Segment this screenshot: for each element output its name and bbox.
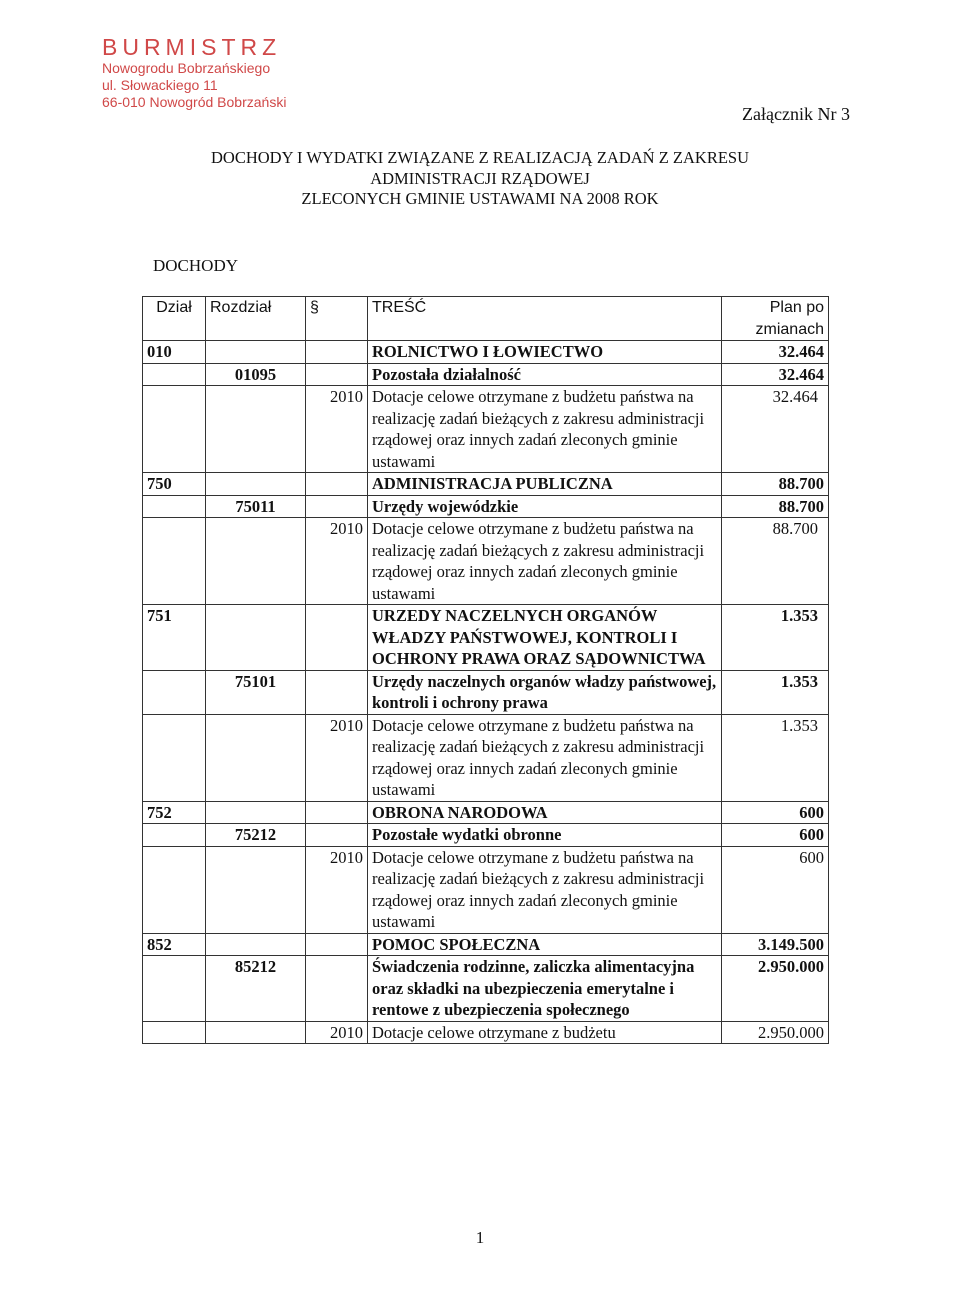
table-row (143, 824, 829, 847)
cell-plan: 2.950.000 (722, 956, 829, 1022)
table-row (143, 473, 829, 496)
cell-plan: 600 (722, 846, 829, 933)
cell-dzial (143, 363, 206, 386)
cell-tresc: Pozostała działalność (368, 363, 722, 386)
cell-paragraf (306, 605, 368, 671)
table-row (143, 956, 829, 1022)
cell-tresc: OBRONA NARODOWA (368, 801, 722, 824)
table-row (143, 933, 829, 956)
cell-rozdzial: 75101 (206, 670, 306, 714)
cell-paragraf (306, 363, 368, 386)
cell-dzial: 010 (143, 341, 206, 364)
cell-dzial (143, 386, 206, 473)
table-row (143, 386, 829, 473)
cell-rozdzial (206, 1021, 306, 1044)
table-row (143, 605, 829, 671)
cell-tresc: ROLNICTWO I ŁOWIECTWO (368, 341, 722, 364)
cell-paragraf (306, 495, 368, 518)
cell-dzial: 752 (143, 801, 206, 824)
stamp-line-1: Nowogrodu Bobrzańskiego (102, 60, 271, 76)
cell-dzial (143, 1021, 206, 1044)
title-line-2: ADMINISTRACJI RZĄDOWEJ (370, 168, 590, 188)
table-row (143, 363, 829, 386)
cell-tresc: URZEDY NACZELNYCH ORGANÓW WŁADZY PAŃSTWOWEJ, KONTROLI I OCHRONY PRAWA ORAZ SĄDOWNICTWA (368, 605, 722, 671)
mayor-stamp (102, 34, 286, 111)
header-tresc: TREŚĆ (368, 297, 722, 341)
budget-table (142, 296, 829, 1044)
table-header-row (143, 297, 829, 341)
cell-rozdzial (206, 341, 306, 364)
table-row (143, 846, 829, 933)
cell-paragraf (306, 473, 368, 496)
table-row (143, 495, 829, 518)
table-row (143, 518, 829, 605)
table-row (143, 1021, 829, 1044)
cell-rozdzial (206, 386, 306, 473)
table-row (143, 341, 829, 364)
cell-rozdzial (206, 473, 306, 496)
cell-plan: 32.464 (722, 341, 829, 364)
cell-dzial: 750 (143, 473, 206, 496)
cell-paragraf (306, 670, 368, 714)
cell-tresc: POMOC SPOŁECZNA (368, 933, 722, 956)
cell-plan: 1.353 (722, 714, 829, 801)
cell-paragraf: 2010 (306, 518, 368, 605)
header-plan: Plan po zmianach (722, 297, 829, 341)
page-number: 1 (475, 1228, 485, 1247)
cell-dzial (143, 495, 206, 518)
title-line-1: DOCHODY I WYDATKI ZWIĄZANE Z REALIZACJĄ ZADAŃ Z ZAKRESU (210, 148, 749, 167)
header-paragraf: § (306, 297, 368, 341)
cell-rozdzial (206, 933, 306, 956)
document-title (140, 148, 820, 210)
cell-paragraf (306, 824, 368, 847)
cell-paragraf: 2010 (306, 714, 368, 801)
stamp-title: BURMISTRZ (102, 34, 282, 60)
cell-plan: 600 (722, 824, 829, 847)
cell-plan: 32.464 (722, 386, 829, 473)
title-line-3: ZLECONYCH GMINIE USTAWAMI NA 2008 ROK (301, 189, 659, 208)
cell-dzial: 852 (143, 933, 206, 956)
cell-tresc: Urzędy naczelnych organów władzy państwowej, kontroli i ochrony prawa (368, 670, 722, 714)
cell-dzial (143, 956, 206, 1022)
cell-dzial (143, 824, 206, 847)
header-dzial: Dział (143, 297, 206, 341)
cell-tresc: Pozostałe wydatki obronne (368, 824, 722, 847)
cell-paragraf: 2010 (306, 846, 368, 933)
cell-paragraf: 2010 (306, 1021, 368, 1044)
cell-tresc: Dotacje celowe otrzymane z budżetu państwa na realizację zadań bieżących z zakresu administracji rządowej oraz innych zadań zleconych gminie ustawami (368, 714, 722, 801)
cell-paragraf (306, 933, 368, 956)
cell-tresc: ADMINISTRACJA PUBLICZNA (368, 473, 722, 496)
cell-plan: 3.149.500 (722, 933, 829, 956)
cell-rozdzial (206, 518, 306, 605)
cell-paragraf (306, 801, 368, 824)
stamp-line-2: ul. Słowackiego 11 (102, 77, 218, 93)
cell-dzial (143, 846, 206, 933)
cell-tresc: Dotacje celowe otrzymane z budżetu państwa na realizację zadań bieżących z zakresu administracji rządowej oraz innych zadań zleconych gminie ustawami (368, 386, 722, 473)
cell-rozdzial (206, 605, 306, 671)
cell-plan: 32.464 (722, 363, 829, 386)
cell-paragraf (306, 956, 368, 1022)
cell-plan: 1.353 (722, 670, 829, 714)
cell-tresc: Urzędy wojewódzkie (368, 495, 722, 518)
cell-dzial (143, 670, 206, 714)
cell-plan: 88.700 (722, 518, 829, 605)
cell-tresc: Dotacje celowe otrzymane z budżetu (368, 1021, 722, 1044)
cell-plan: 600 (722, 801, 829, 824)
cell-rozdzial (206, 846, 306, 933)
table-row (143, 801, 829, 824)
cell-rozdzial: 75011 (206, 495, 306, 518)
cell-rozdzial: 01095 (206, 363, 306, 386)
cell-rozdzial (206, 801, 306, 824)
cell-plan: 88.700 (722, 473, 829, 496)
table-row (143, 714, 829, 801)
cell-rozdzial: 85212 (206, 956, 306, 1022)
cell-rozdzial (206, 714, 306, 801)
cell-dzial (143, 714, 206, 801)
cell-rozdzial: 75212 (206, 824, 306, 847)
section-heading: DOCHODY (153, 256, 238, 275)
annex-label: Załącznik Nr 3 (742, 104, 850, 124)
cell-dzial: 751 (143, 605, 206, 671)
cell-dzial (143, 518, 206, 605)
stamp-line-3: 66-010 Nowogród Bobrzański (102, 94, 287, 110)
cell-tresc: Świadczenia rodzinne, zaliczka alimentacyjna oraz składki na ubezpieczenia emerytalne i rentowe z ubezpieczenia społecznego (368, 956, 722, 1022)
header-rozdzial: Rozdział (206, 297, 306, 341)
cell-paragraf (306, 341, 368, 364)
cell-plan: 1.353 (722, 605, 829, 671)
cell-paragraf: 2010 (306, 386, 368, 473)
cell-tresc: Dotacje celowe otrzymane z budżetu państwa na realizację zadań bieżących z zakresu administracji rządowej oraz innych zadań zleconych gminie ustawami (368, 518, 722, 605)
cell-plan: 2.950.000 (722, 1021, 829, 1044)
table-row (143, 670, 829, 714)
cell-tresc: Dotacje celowe otrzymane z budżetu państwa na realizację zadań bieżących z zakresu administracji rządowej oraz innych zadań zleconych gminie ustawami (368, 846, 722, 933)
cell-plan: 88.700 (722, 495, 829, 518)
